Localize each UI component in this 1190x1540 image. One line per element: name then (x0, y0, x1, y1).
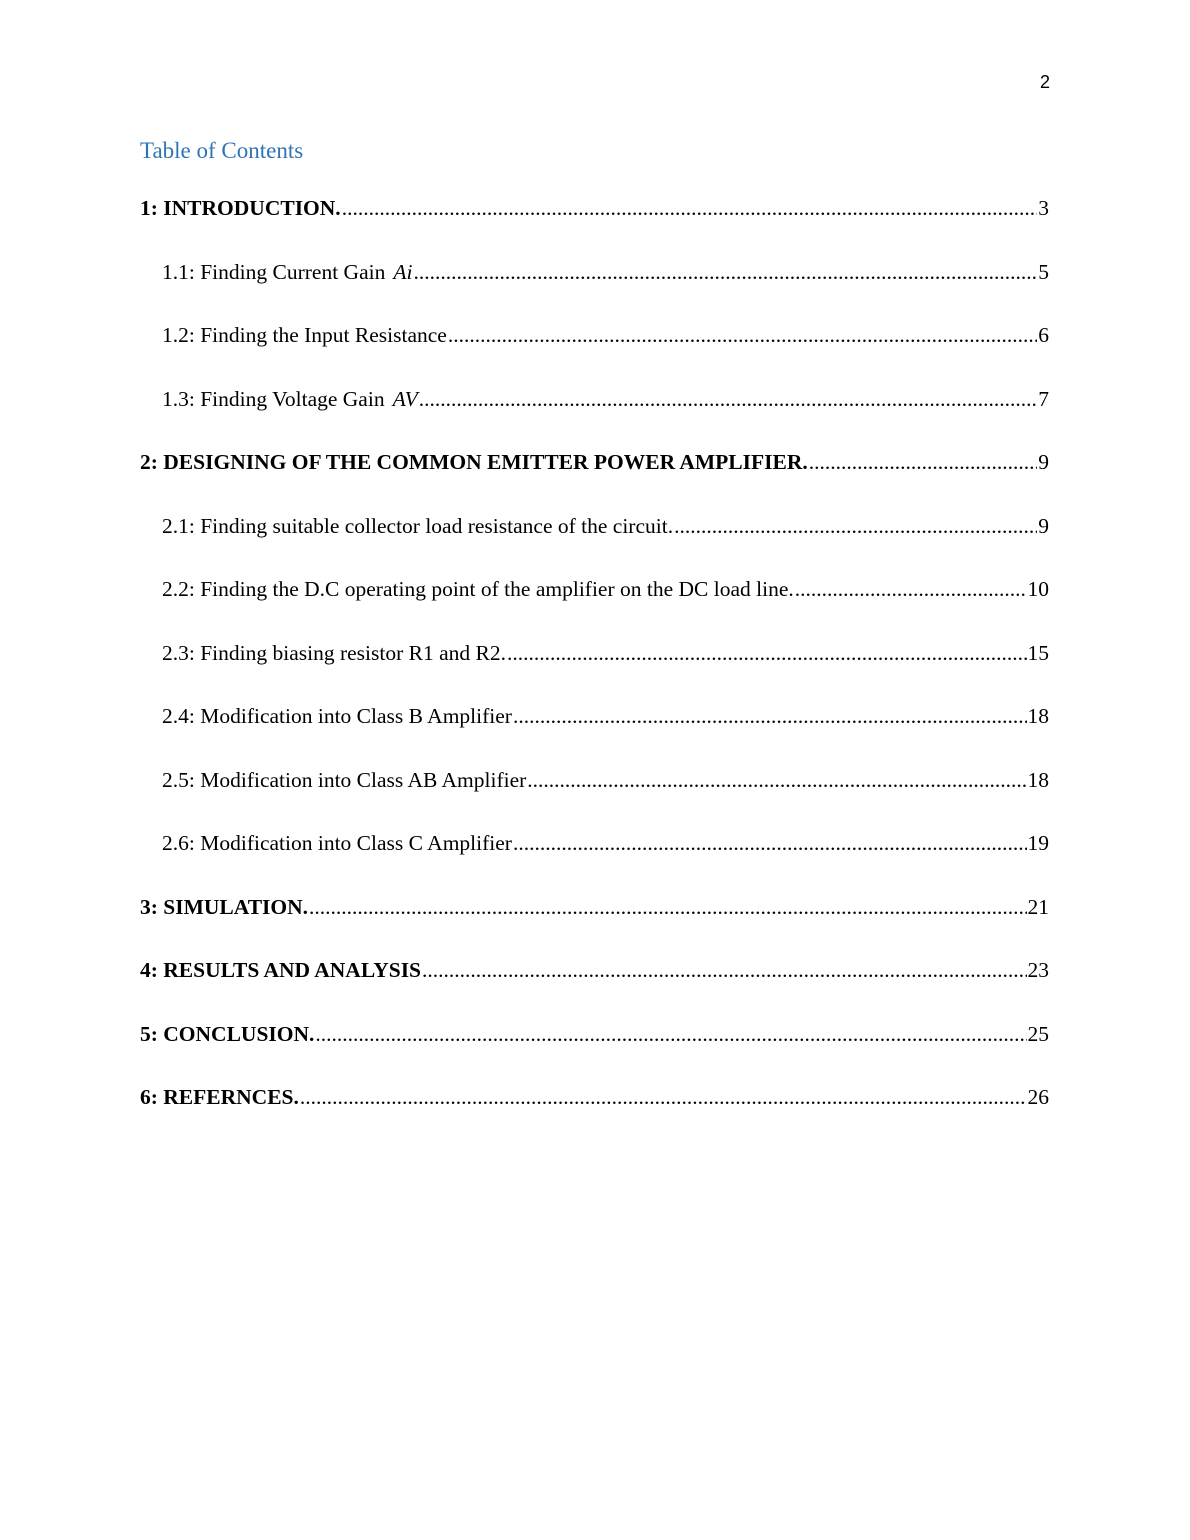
toc-entry-title[interactable]: 2.6: Modification into Class C Amplifier (162, 831, 512, 855)
toc-entry-page-number[interactable]: 25 (1027, 1021, 1049, 1046)
toc-entry[interactable] (140, 635, 1049, 699)
toc-entry-page-number[interactable]: 10 (1027, 577, 1049, 601)
toc-list (140, 190, 1049, 1143)
toc-entry-title[interactable]: 4: RESULTS AND ANALYSIS (140, 958, 422, 982)
toc-entry-title[interactable]: 1.2: Finding the Input Resistance (162, 323, 447, 347)
toc-entry-title[interactable]: 5: CONCLUSION. (140, 1021, 315, 1046)
toc-entry[interactable] (140, 190, 1049, 254)
toc-entry-title[interactable]: 1.3: Finding Voltage Gain (162, 386, 385, 411)
toc-entry-title[interactable]: 2.2: Finding the D.C operating point of the amplifier on the DC load line. (162, 577, 794, 601)
toc-entry-page-number[interactable]: 5 (1038, 259, 1049, 284)
toc-entry[interactable] (140, 698, 1049, 762)
toc-entry-page-number[interactable]: 26 (1027, 1085, 1049, 1109)
toc-entry-page-number[interactable]: 23 (1027, 958, 1049, 982)
toc-dot-leader (507, 635, 1027, 671)
toc-entry-page-number[interactable]: 18 (1027, 767, 1049, 792)
toc-entry-page-number[interactable]: 7 (1038, 386, 1049, 411)
toc-dot-leader (419, 381, 1037, 417)
toc-entry-title[interactable]: 2: DESIGNING OF THE COMMON EMITTER POWER AMPLIFIER. (140, 450, 808, 474)
toc-entry[interactable] (140, 381, 1049, 445)
toc-entry-page-number[interactable]: 19 (1027, 831, 1049, 855)
toc-entry[interactable] (140, 825, 1049, 889)
toc-entry-title[interactable]: 2.5: Modification into Class AB Amplifier (162, 767, 527, 792)
toc-entry-page-number[interactable]: 21 (1027, 894, 1049, 919)
toc-dot-leader (342, 190, 1038, 226)
toc-entry-title[interactable]: 2.4: Modification into Class B Amplifier (162, 704, 512, 728)
toc-entry[interactable] (140, 508, 1049, 572)
toc-entry[interactable] (140, 952, 1049, 1016)
toc-entry[interactable] (140, 889, 1049, 953)
toc-dot-leader (413, 254, 1037, 290)
toc-entry-page-number[interactable]: 15 (1027, 640, 1049, 665)
toc-entry-page-number[interactable]: 9 (1038, 450, 1049, 474)
toc-dot-leader (309, 889, 1026, 925)
toc-entry[interactable] (140, 254, 1049, 318)
toc-dot-leader (300, 1079, 1027, 1115)
page-number: 2 (1039, 72, 1050, 92)
toc-entry-page-number[interactable]: 3 (1038, 196, 1049, 220)
toc-dot-leader (674, 508, 1037, 544)
toc-entry-page-number[interactable]: 9 (1038, 513, 1049, 538)
toc-dot-leader (513, 825, 1027, 861)
toc-entry-page-number[interactable]: 6 (1038, 323, 1049, 347)
toc-entry[interactable] (140, 762, 1049, 826)
toc-entry[interactable] (140, 1016, 1049, 1080)
toc-dot-leader (448, 317, 1037, 353)
toc-entry-title[interactable]: 6: REFERNCES. (140, 1085, 299, 1109)
toc-entry[interactable] (140, 317, 1049, 381)
toc-entry-math-symbol: Ai (393, 259, 413, 284)
toc-dot-leader (795, 571, 1027, 607)
toc-entry-title[interactable]: 3: SIMULATION. (140, 894, 309, 919)
toc-dot-leader (422, 952, 1026, 988)
toc-title: Table of Contents (140, 138, 304, 163)
toc-dot-leader (809, 444, 1038, 480)
toc-dot-leader (527, 762, 1026, 798)
toc-entry-title[interactable]: 2.3: Finding biasing resistor R1 and R2. (162, 640, 506, 665)
toc-dot-leader (513, 698, 1027, 734)
toc-entry[interactable] (140, 444, 1049, 508)
toc-entry[interactable] (140, 571, 1049, 635)
toc-entry[interactable] (140, 1079, 1049, 1143)
toc-entry-title[interactable]: 2.1: Finding suitable collector load resistance of the circuit. (162, 513, 674, 538)
toc-dot-leader (315, 1016, 1026, 1052)
toc-entry-title[interactable]: 1.1: Finding Current Gain (162, 259, 386, 284)
toc-entry-title[interactable]: 1: INTRODUCTION. (140, 196, 341, 220)
toc-entry-math-symbol: AV (392, 386, 418, 411)
toc-entry-page-number[interactable]: 18 (1027, 704, 1049, 728)
